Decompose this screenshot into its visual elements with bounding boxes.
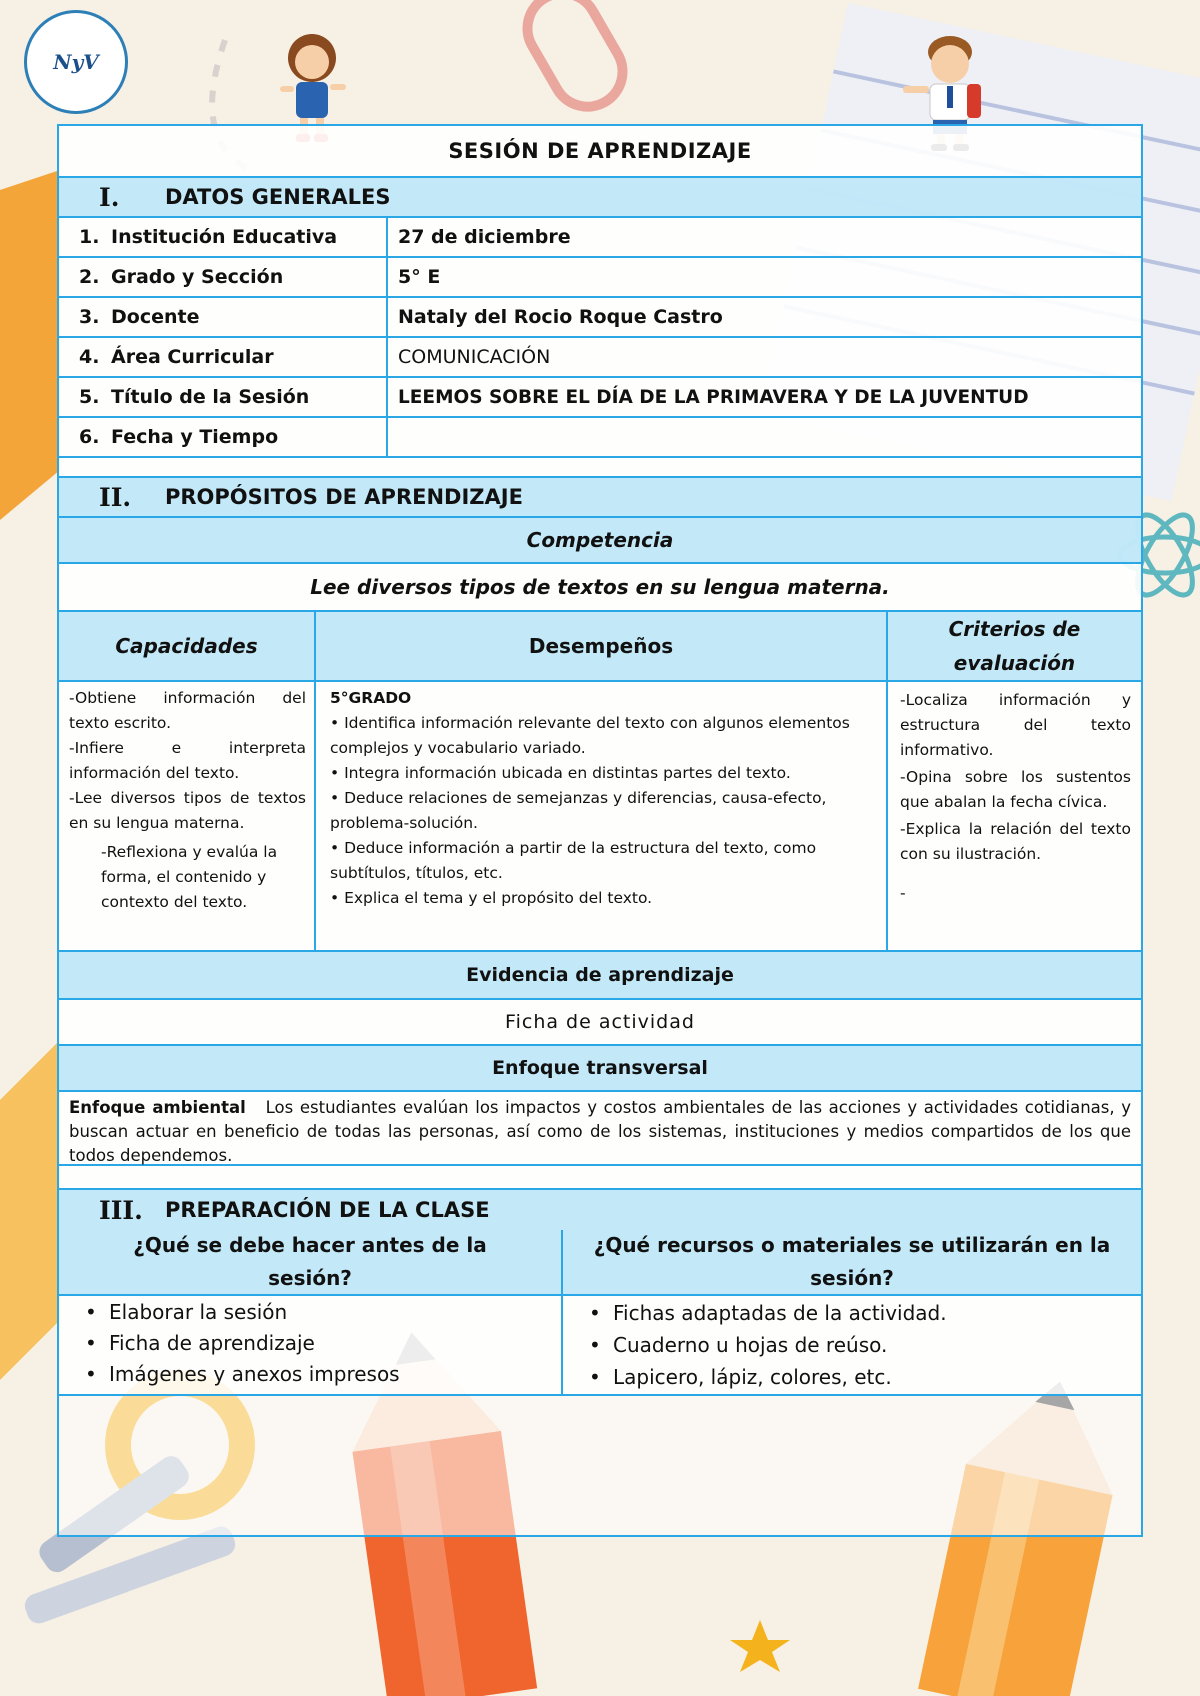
list-item: • Elaborar la sesión: [59, 1297, 561, 1328]
col1-header-text: ¿Qué se debe hacer antes de la sesión?: [133, 1233, 487, 1290]
header-criterios: [888, 612, 1141, 680]
section-2-heading: PROPÓSITOS DE APRENDIZAJE: [165, 485, 523, 509]
competencia-label-row: [59, 518, 1141, 564]
evidencia-label: Evidencia de aprendizaje: [466, 964, 734, 986]
enfoque-label-row: [59, 1046, 1141, 1092]
capacidad-item: -Obtiene información del texto escrito.: [69, 689, 306, 732]
row-value: Nataly del Rocio Roque Castro: [398, 306, 723, 328]
capacidad-item: -Infiere e interpreta información del texto.: [69, 739, 306, 782]
row-value: 27 de diciembre: [398, 226, 571, 248]
section-2-numeral: II.: [99, 482, 132, 512]
row-number: 6.: [79, 426, 100, 448]
row-label: Docente: [111, 306, 200, 328]
row-number: 1.: [79, 226, 100, 248]
section-1-numeral: I.: [99, 182, 120, 212]
header-capacidades: [59, 612, 316, 680]
enfoque-text: Los estudiantes evalúan los impactos y costos ambientales de las acciones y actividades cotidianas, y buscan actuar en beneficio de todas las personas, así como de los sistemas, instituciones y medios compartidos de los que todos dependemos.: [69, 1098, 1131, 1165]
session-sheet: [57, 124, 1143, 1537]
desempeno-item: • Deduce relaciones de semejanzas y diferencias, causa-efecto, problema-solución.: [330, 789, 827, 832]
competencia-label: Competencia: [526, 528, 674, 552]
capacidad-item: -Lee diversos tipos de textos en su lengua materna.: [69, 789, 306, 832]
list-item: • Ficha de aprendizaje: [59, 1328, 561, 1359]
row-value: COMUNICACIÓN: [398, 346, 551, 368]
desempeno-item: • Deduce información a partir de la estructura del texto, como subtítulos, títulos, etc.: [330, 839, 817, 882]
section-3-numeral: III.: [99, 1195, 143, 1225]
capacidades-cell: [59, 682, 316, 950]
criterio-item: -Localiza información y estructura del texto informativo.: [900, 691, 1131, 759]
row-label: Título de la Sesión: [111, 386, 310, 408]
row-number: 5.: [79, 386, 100, 408]
preparation-table-body: [59, 1296, 1141, 1396]
criterio-item: -Explica la relación del texto con su ilustración.: [900, 820, 1131, 863]
section-2-header: [59, 478, 1141, 518]
competencia-row: [59, 564, 1141, 612]
purposes-table-body: [59, 682, 1141, 952]
col1-header: [59, 1230, 563, 1294]
header-desempenos: [316, 612, 888, 680]
row-label: Grado y Sección: [111, 266, 284, 288]
preparation-table-header: [59, 1230, 1141, 1296]
competencia-text: Lee diversos tipos de textos en su lengua materna.: [310, 575, 890, 599]
col2-cell: [563, 1296, 1141, 1394]
row-number: 3.: [79, 306, 100, 328]
list-item: • Fichas adaptadas de la actividad.: [563, 1297, 1141, 1329]
list-item: • Imágenes y anexos impresos: [59, 1359, 561, 1390]
col2-header-text: ¿Qué recursos o materiales se utilizarán en la sesión?: [593, 1233, 1111, 1290]
col2-header: [563, 1230, 1141, 1294]
list-item: • Cuaderno u hojas de reúso.: [563, 1329, 1141, 1361]
general-row: [59, 338, 1141, 378]
desempeno-item: • Integra información ubicada en distintas partes del texto.: [330, 764, 791, 782]
desempenos-grado: 5°GRADO: [330, 689, 412, 707]
criterio-item: -: [900, 884, 906, 902]
section-3-header: [59, 1190, 1141, 1230]
row-number: 2.: [79, 266, 100, 288]
sheet-title-row: [59, 126, 1141, 178]
enfoque-label: Enfoque transversal: [492, 1057, 708, 1079]
row-label: Fecha y Tiempo: [111, 426, 279, 448]
col1-cell: [59, 1296, 563, 1394]
desempeno-item: • Explica el tema y el propósito del texto.: [330, 889, 653, 907]
criterio-item: -Opina sobre los sustentos que abalan la fecha cívica.: [900, 768, 1131, 811]
row-label: Institución Educativa: [111, 226, 338, 248]
purposes-table-header: [59, 612, 1141, 682]
header-capacidades-text: Capacidades: [115, 634, 258, 658]
page-title: SESIÓN DE APRENDIZAJE: [448, 139, 752, 163]
general-row: [59, 378, 1141, 418]
general-row: [59, 218, 1141, 258]
school-logo: [24, 10, 128, 114]
row-value: LEEMOS SOBRE EL DÍA DE LA PRIMAVERA Y DE LA JUVENTUD: [398, 386, 1029, 408]
general-row: [59, 298, 1141, 338]
section-1-header: [59, 178, 1141, 218]
general-row: [59, 418, 1141, 458]
section-3-heading: PREPARACIÓN DE LA CLASE: [165, 1198, 490, 1222]
evidencia-row: [59, 1000, 1141, 1046]
header-desempenos-text: Desempeños: [528, 634, 674, 658]
desempenos-cell: [316, 682, 888, 950]
spacer-row: [59, 1166, 1141, 1190]
spacer-row: [59, 458, 1141, 478]
row-value: 5° E: [398, 266, 441, 288]
section-1-heading: DATOS GENERALES: [165, 185, 391, 209]
enfoque-bold: Enfoque ambiental: [69, 1098, 246, 1117]
evidencia-label-row: [59, 952, 1141, 1000]
criterios-cell: [888, 682, 1141, 950]
desempeno-item: • Identifica información relevante del texto con algunos elementos complejos y vocabulario variado.: [330, 714, 850, 757]
logo-text: NyV: [53, 50, 99, 74]
capacidad-item: -Reflexiona y evalúa la forma, el contenido y contexto del texto.: [101, 843, 278, 911]
header-criterios-text: Criterios de evaluación: [948, 617, 1081, 675]
general-row: [59, 258, 1141, 298]
row-number: 4.: [79, 346, 100, 368]
enfoque-row: [59, 1092, 1141, 1166]
evidencia-text: Ficha de actividad: [505, 1011, 695, 1033]
row-label: Área Curricular: [111, 346, 274, 368]
list-item: • Lapicero, lápiz, colores, etc.: [563, 1361, 1141, 1393]
